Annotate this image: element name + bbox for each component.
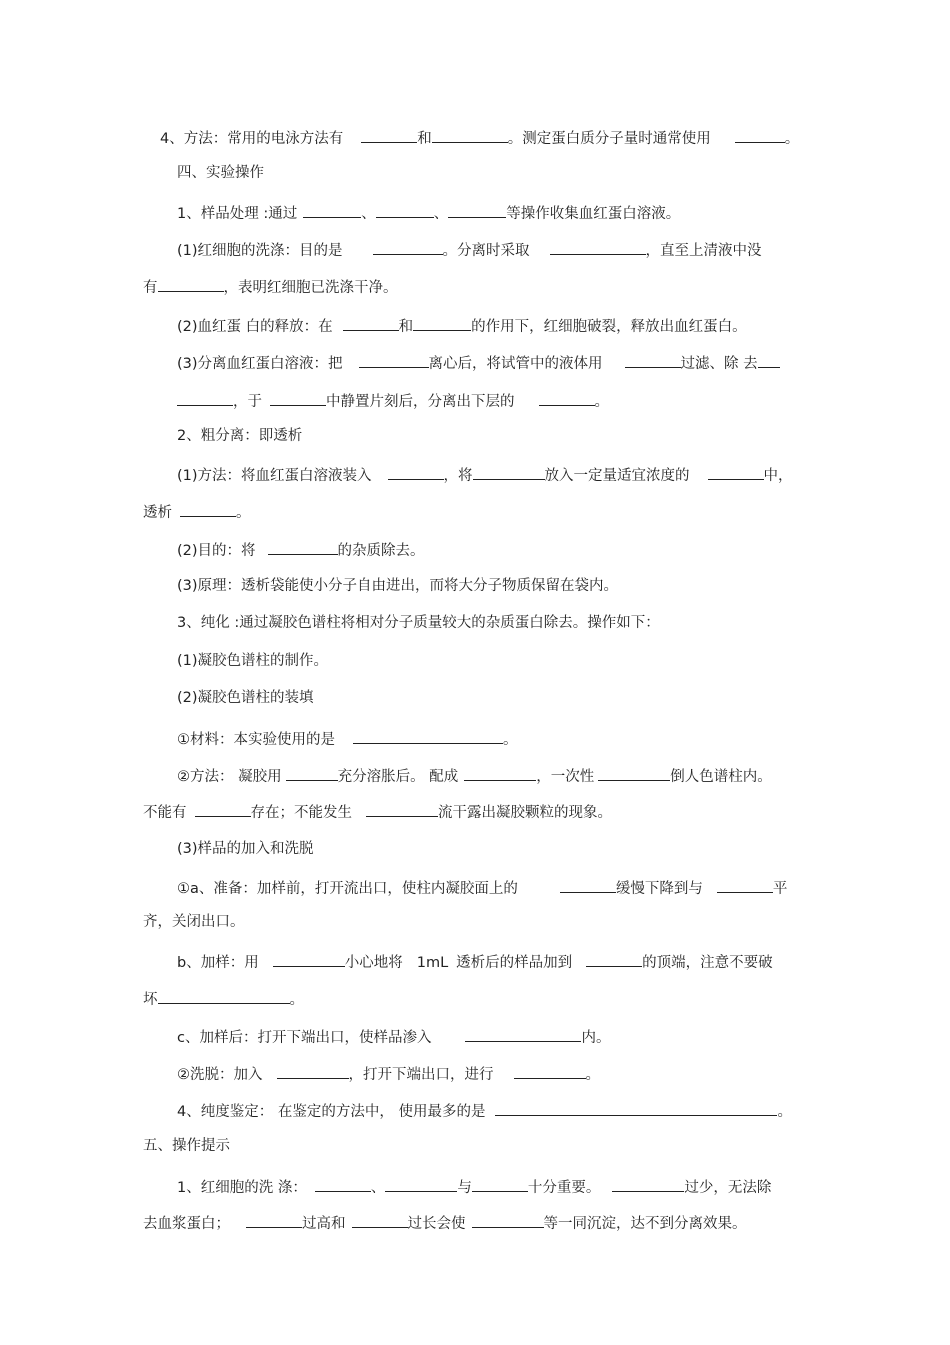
text: 与 xyxy=(457,1180,472,1196)
line-tips-cont xyxy=(143,1211,747,1234)
blank-field[interactable] xyxy=(195,800,251,817)
text: 过高和 xyxy=(302,1216,346,1232)
text: 放入一定量适宜浓度的 xyxy=(544,468,690,484)
text: 等一同沉淀，达不到分离效果。 xyxy=(543,1216,747,1232)
blank-field[interactable] xyxy=(376,201,434,218)
text: 1、样品处理 :通过 xyxy=(177,206,298,222)
text: (2)血红蛋 白的释放：在 xyxy=(177,319,333,335)
text: 。 xyxy=(777,1104,792,1120)
blank-field[interactable] xyxy=(514,1062,586,1079)
text: 平 xyxy=(772,881,788,897)
text: (3)原理：透析袋能使小分子自由进出，而将大分子物质保留在袋内。 xyxy=(177,578,619,594)
blank-field[interactable] xyxy=(464,764,536,781)
blank-field[interactable] xyxy=(385,1175,457,1192)
blank-field[interactable] xyxy=(586,950,642,967)
text: 的杂质除去。 xyxy=(337,543,425,559)
text: 3、纯化 :通过凝胶色谱柱将相对分子质量较大的杂质蛋白除去。操作如下： xyxy=(177,615,660,631)
line-method xyxy=(160,126,799,149)
blank-field[interactable] xyxy=(472,1175,528,1192)
line-dialysis-method-cont xyxy=(143,500,251,523)
line-packing-method xyxy=(177,764,772,787)
blank-field[interactable] xyxy=(268,538,338,555)
text: 内。 xyxy=(581,1030,611,1046)
line-material xyxy=(177,727,518,750)
line-dialysis-purpose xyxy=(177,538,425,561)
text: (1)方法：将血红蛋白溶液装入 xyxy=(177,468,372,484)
text: 。分离时采取 xyxy=(442,243,530,259)
line-column-making xyxy=(177,651,328,671)
line-after-loading xyxy=(177,1025,610,1048)
text: 。 xyxy=(503,732,518,748)
text: ①材料：本实验使用的是 xyxy=(177,732,335,748)
text: 缓慢下降到与 xyxy=(615,881,703,897)
blank-field[interactable] xyxy=(432,126,508,143)
blank-field[interactable] xyxy=(465,1025,581,1042)
text: ，一次性 xyxy=(536,769,595,785)
text: ①a、准备：加样前，打开流出口，使柱内凝胶面上的 xyxy=(177,881,518,897)
line-preparation xyxy=(177,876,787,899)
blank-field[interactable] xyxy=(413,314,471,331)
blank-field[interactable] xyxy=(550,238,646,255)
line-separate-solution-cont xyxy=(177,389,609,412)
blank-field[interactable] xyxy=(373,238,443,255)
text: 和 xyxy=(417,131,432,147)
blank-field[interactable] xyxy=(286,764,338,781)
text: (3)分离血红蛋白溶液：把 xyxy=(177,356,343,372)
blank-field[interactable] xyxy=(472,1211,544,1228)
text: 流干露出凝胶颗粒的现象。 xyxy=(438,805,612,821)
blank-field[interactable] xyxy=(560,876,616,893)
blank-field[interactable] xyxy=(353,727,503,744)
blank-field[interactable] xyxy=(180,500,236,517)
text: 。 xyxy=(585,1067,600,1083)
line-separate-solution xyxy=(177,351,780,374)
text: 。 xyxy=(594,394,609,410)
text: 的顶端，注意不要破 xyxy=(642,955,773,971)
text: (2)凝胶色谱柱的装填 xyxy=(177,690,314,706)
line-tips xyxy=(177,1175,771,1198)
text: 透析 xyxy=(143,505,172,521)
text: 4、方法：常用的电泳方法有 xyxy=(160,131,344,147)
blank-field[interactable] xyxy=(158,987,290,1004)
text: 透析后的样品加到 xyxy=(456,955,573,971)
section-title: 四、实验操作 xyxy=(177,165,264,181)
line-loading xyxy=(177,950,773,973)
blank-field[interactable] xyxy=(343,314,399,331)
blank-field[interactable] xyxy=(625,351,681,368)
blank-field[interactable] xyxy=(359,351,429,368)
blank-field[interactable] xyxy=(158,275,224,292)
text: 的作用下，红细胞破裂，释放出血红蛋白。 xyxy=(471,319,747,335)
text: 齐，关闭出口。 xyxy=(143,914,245,930)
text: 过长会使 xyxy=(407,1216,466,1232)
blank-field[interactable] xyxy=(303,201,361,218)
text: 。测定蛋白质分子量时通常使用 xyxy=(507,131,711,147)
text: 4、纯度鉴定： 在鉴定的方法中， 使用最多的是 xyxy=(177,1104,486,1120)
text: 倒人色谱柱内。 xyxy=(670,769,772,785)
text: ，直至上清液中没 xyxy=(645,243,762,259)
blank-field[interactable] xyxy=(361,126,417,143)
text: 不能有 xyxy=(143,805,187,821)
line-rbc-washing-cont xyxy=(143,275,398,298)
blank-field[interactable] xyxy=(448,201,506,218)
line-crude-separation xyxy=(177,426,302,446)
text: 。 xyxy=(784,131,800,147)
text: 过滤、除 去 xyxy=(680,356,758,372)
text: 1mL xyxy=(416,955,449,971)
text: 存在；不能发生 xyxy=(250,805,352,821)
text: 充分溶胀后。 配成 xyxy=(337,769,459,785)
text: ，将 xyxy=(443,468,473,484)
line-purification xyxy=(177,613,660,633)
blank-field[interactable] xyxy=(612,1175,684,1192)
blank-field[interactable] xyxy=(388,463,444,480)
text: ②方法： 凝胶用 xyxy=(177,769,282,785)
text: 和 xyxy=(398,319,414,335)
text: ，表明红细胞已洗涤干净。 xyxy=(223,280,398,296)
text: 、 xyxy=(370,1180,386,1196)
line-dialysis-principle xyxy=(177,576,618,596)
text: 、 xyxy=(433,206,449,222)
line-hemoglobin-release xyxy=(177,314,747,337)
blank-field[interactable] xyxy=(708,463,764,480)
text: 。 xyxy=(236,505,251,521)
section-title: 五、操作提示 xyxy=(143,1138,230,1154)
line-column-packing xyxy=(177,688,314,708)
text: (1)红细胞的洗涤：目的是 xyxy=(177,243,343,259)
blank-field[interactable] xyxy=(473,463,545,480)
text: 、 xyxy=(361,206,376,222)
text: c、加样后：打开下端出口，使样品渗入 xyxy=(177,1030,432,1046)
blank-field[interactable] xyxy=(273,950,345,967)
text: (2)目的：将 xyxy=(177,543,256,559)
text: 。 xyxy=(289,992,304,1008)
blank-field[interactable] xyxy=(270,389,326,406)
line-loading-cont xyxy=(143,987,304,1010)
section-heading xyxy=(143,1136,230,1156)
line-rbc-washing xyxy=(177,238,762,261)
text: ，于 xyxy=(233,394,262,410)
blank-field[interactable] xyxy=(735,126,785,143)
text: ②洗脱：加入 xyxy=(177,1067,263,1083)
blank-field[interactable] xyxy=(758,351,780,368)
text: 有 xyxy=(143,280,158,296)
text: 坏 xyxy=(143,992,158,1008)
blank-field[interactable] xyxy=(717,876,773,893)
blank-field[interactable] xyxy=(246,1211,302,1228)
text: 1、红细胞的洗 涤： xyxy=(177,1180,307,1196)
line-packing-method-cont xyxy=(143,800,612,823)
line-elution xyxy=(177,1062,600,1085)
blank-field[interactable] xyxy=(539,389,595,406)
line-preparation-cont xyxy=(143,912,245,932)
text: 2、粗分离：即透析 xyxy=(177,428,303,444)
line-dialysis-method xyxy=(177,463,793,486)
blank-field[interactable] xyxy=(352,1211,408,1228)
line-sample-processing xyxy=(177,201,680,224)
text: (1)凝胶色谱柱的制作。 xyxy=(177,653,329,669)
blank-field[interactable] xyxy=(495,1099,777,1116)
text: 去血浆蛋白； xyxy=(143,1216,230,1232)
text: 等操作收集血红蛋白溶液。 xyxy=(506,206,681,222)
text: 十分重要。 xyxy=(527,1180,601,1196)
line-sample-loading xyxy=(177,839,314,859)
blank-field[interactable] xyxy=(366,800,438,817)
text: b、加样：用 xyxy=(177,955,259,971)
text: (3)样品的加入和洗脱 xyxy=(177,841,314,857)
text: 中， xyxy=(763,468,793,484)
line-purity xyxy=(177,1099,792,1122)
text: 过少，无法除 xyxy=(684,1180,772,1196)
text: ，打开下端出口，进行 xyxy=(348,1067,494,1083)
text: 小心地将 xyxy=(344,955,403,971)
text: 离心后，将试管中的液体用 xyxy=(428,356,603,372)
blank-field[interactable] xyxy=(177,389,233,406)
text: 中静置片刻后，分离出下层的 xyxy=(326,394,515,410)
section-heading xyxy=(177,163,264,183)
blank-field[interactable] xyxy=(598,764,670,781)
blank-field[interactable] xyxy=(277,1062,349,1079)
blank-field[interactable] xyxy=(315,1175,371,1192)
